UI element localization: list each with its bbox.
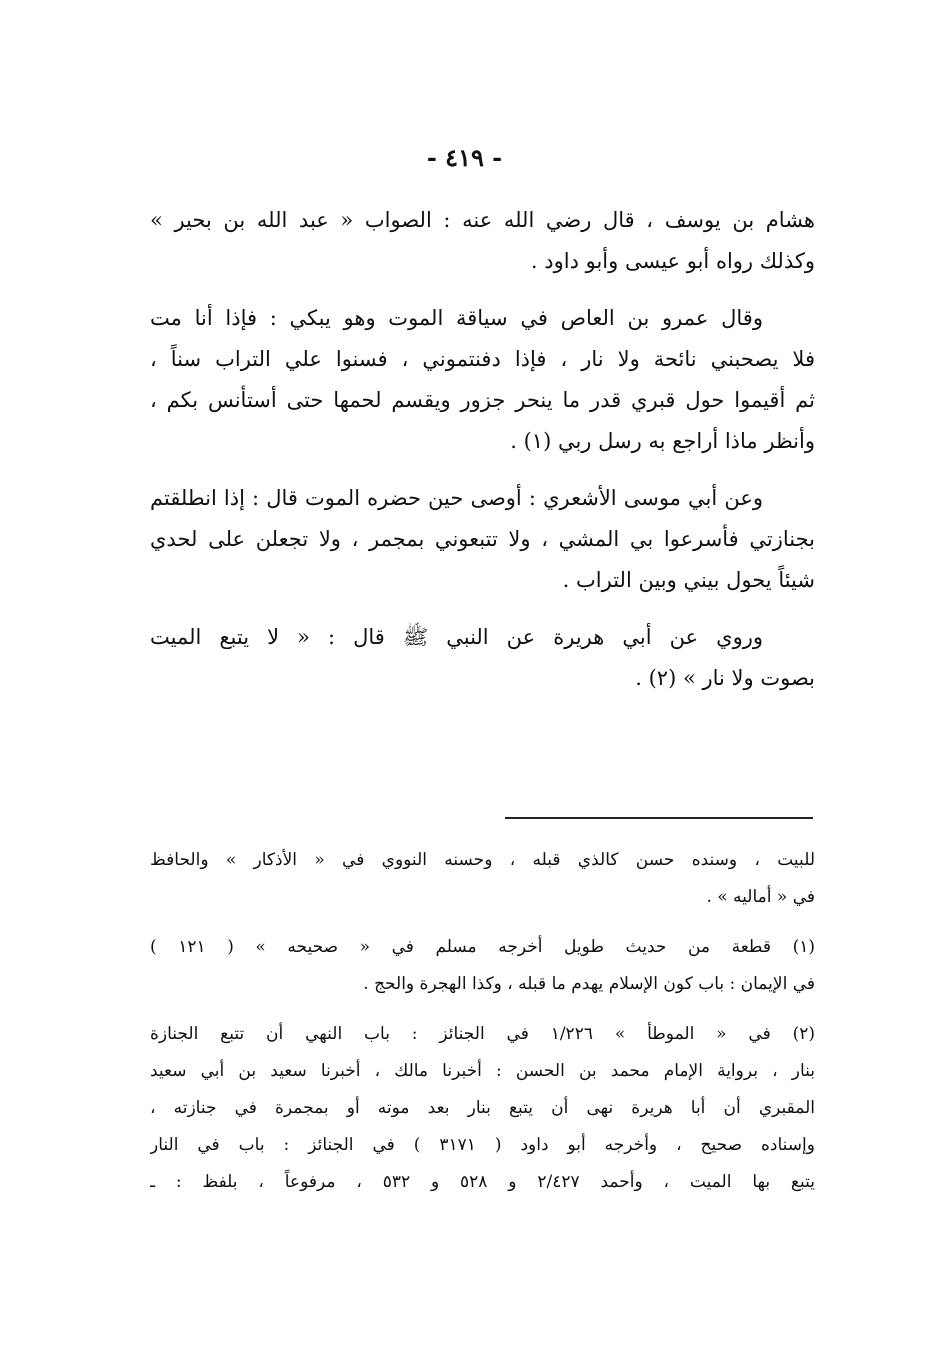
footnote-line: (٢) في « الموطأ » ١/٢٢٦ في الجنائز : باب النهي أن تتبع الجنازة: [150, 1024, 815, 1044]
footnote-2: [150, 1016, 815, 1201]
page-number: - ٤١٩ -: [426, 143, 503, 172]
main-text: [150, 200, 815, 715]
footnote-line: في الإيمان : باب كون الإسلام يهدم ما قبله ، وكذا الهجرة والحج .: [363, 974, 815, 994]
footnote-line: يتبع بها الميت ، وأحمد ٢/٤٢٧ و ٥٢٨ و ٥٣٢ ، مرفوعاً ، بلفظ : ـ: [150, 1172, 815, 1192]
text-line: شيئاً يحول بيني وبين التراب .: [562, 568, 815, 592]
text-line: وقال عمرو بن العاص في سياقة الموت وهو يبكي : فإذا أنا مت: [150, 306, 763, 330]
text-line: وعن أبي موسى الأشعري : أوصى حين حضره الموت قال : إذا انطلقتم: [150, 486, 763, 510]
paragraph-abu-musa: [150, 478, 815, 601]
text-line: وروي عن أبي هريرة عن النبي ﷺ قال : « لا يتبع الميت: [150, 625, 763, 649]
footnote-line: في « أماليه » .: [706, 887, 815, 907]
text-line: هشام بن يوسف ، قال رضي الله عنه : الصواب « عبد الله بن بحير »: [150, 208, 815, 232]
footnote-line: للبيت ، وسنده حسن كالذي قبله ، وحسنه النووي في « الأذكار » والحافظ: [150, 850, 815, 870]
footnotes: [150, 842, 815, 1214]
text-line: ثم أقيموا حول قبري قدر ما ينحر جزور ويقسم لحمها حتى أستأنس بكم ،: [150, 388, 815, 412]
paragraph-amr: [150, 298, 815, 462]
footnote-separator: [505, 817, 813, 819]
footnote-line: (١) قطعة من حديث طويل أخرجه مسلم في « صحيحه » ( ١٢١ ): [150, 937, 815, 957]
footnote-continued: [150, 842, 815, 916]
text-line: وكذلك رواه أبو عيسى وأبو داود .: [530, 249, 815, 273]
footnote-line: بنار ، برواية الإمام محمد بن الحسن : أخبرنا مالك ، أخبرنا سعيد بن أبي سعيد: [150, 1061, 815, 1081]
footnote-1: [150, 929, 815, 1003]
text-line: وأنظر ماذا أراجع به رسل ربي (١) .: [510, 429, 815, 453]
paragraph-hisham: [150, 200, 815, 282]
text-line: فلا يصحبني نائحة ولا نار ، فإذا دفنتموني ، فسنوا علي التراب سناً ،: [150, 347, 815, 371]
paragraph-abu-hurayra: [150, 617, 815, 699]
text-line: بصوت ولا نار » (٢) .: [635, 666, 815, 690]
text-line: بجنازتي فأسرعوا بي المشي ، ولا تتبعوني بمجمر ، ولا تجعلن على لحدي: [150, 527, 815, 551]
footnote-line: وإسناده صحيح ، وأخرجه أبو داود ( ٣١٧١ ) في الجنائز : باب في النار: [150, 1135, 815, 1155]
footnote-line: المقبري أن أبا هريرة نهى أن يتبع بنار بعد موته أو بمجمرة في جنازته ،: [150, 1098, 815, 1118]
